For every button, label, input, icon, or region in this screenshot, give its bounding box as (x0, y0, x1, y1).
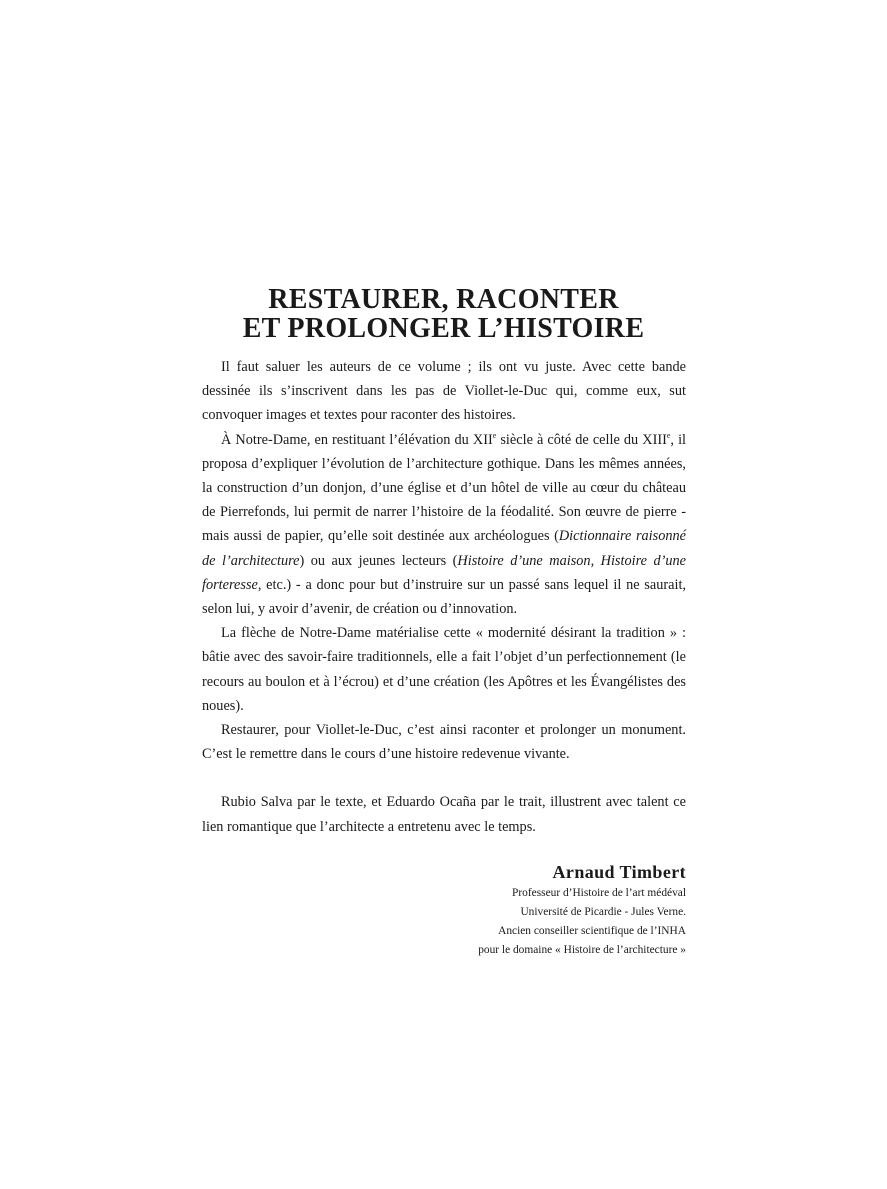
century-superscript: e (492, 430, 497, 440)
paragraph-5: Rubio Salva par le texte, et Eduardo Ocaña par le trait, illustrent avec talent ce lien romantique que l’architecte a entretenu avec le temps. (202, 794, 686, 835)
signature-block (226, 860, 686, 960)
paragraph-2-part-e: ) ou aux jeunes lecteurs ( (299, 552, 458, 569)
paragraph-2-part-g: , etc.) - a donc pour but d’instruire sur un passé sans lequel il ne saurait, selon lui, y avoir d’avenir, de création ou d’innovation. (202, 576, 686, 618)
paragraph-3: La flèche de Notre-Dame matérialise cette « modernité désirant la tradition » : bâtie avec des savoir-faire traditionnels, elle a fait l’objet d’un perfectionnement (le recours au boulon et à l’écrou) et d’une création (les Apôtres et les Évangélistes des noues). (202, 625, 686, 714)
page-title (0, 285, 887, 343)
paragraph-2-part-b: siècle à côté de celle du XIII (496, 431, 667, 448)
paragraph-2 (202, 428, 686, 622)
title-line-1: RESTAURER, RACONTER (268, 283, 619, 315)
body-text (202, 355, 686, 839)
author-title-line: pour le domaine « Histoire de l’architecture » (478, 944, 686, 956)
century-superscript: e (666, 430, 671, 440)
book-title-histoire: Histoire d’une maison, Histoire d’une forteresse (202, 552, 686, 593)
author-title-line: Ancien conseiller scientifique de l’INHA (498, 925, 686, 937)
author-title-line: Professeur d’Histoire de l’art médéval (512, 887, 686, 899)
paragraph-1: Il faut saluer les auteurs de ce volume ; ils ont vu juste. Avec cette bande dessinée ils s’inscrivent dans les pas de Viollet-le-Duc qui, comme eux, sut convoquer images et textes pour raconter des histoires. (202, 359, 686, 424)
book-title-dictionnaire: Dictionnaire raisonné de l’architecture (202, 528, 686, 569)
author-name: Arnaud Timbert (552, 862, 686, 882)
paragraph-2-part-c: , il proposa d’expliquer l’évolution de l’architecture gothique. Dans les mêmes années, la construction d’un donjon, d’une église et d’un hôtel de ville au cœur du château de Pierrefonds, lui permit de narrer l’histoire de la féodalité. Son œuvre de pierre - mais aussi de papier, qu’elle soit destinée aux archéologues ( (202, 431, 687, 545)
title-line-2: ET PROLONGER L’HISTOIRE (242, 312, 645, 344)
paragraph-2-part-a: À Notre-Dame, en restituant l’élévation du XII (221, 431, 493, 448)
paragraph-4: Restaurer, pour Viollet-le-Duc, c’est ainsi raconter et prolonger un monument. C’est le remettre dans le cours d’une histoire redevenue vivante. (202, 722, 686, 763)
author-title-line: Université de Picardie - Jules Verne. (520, 906, 686, 918)
